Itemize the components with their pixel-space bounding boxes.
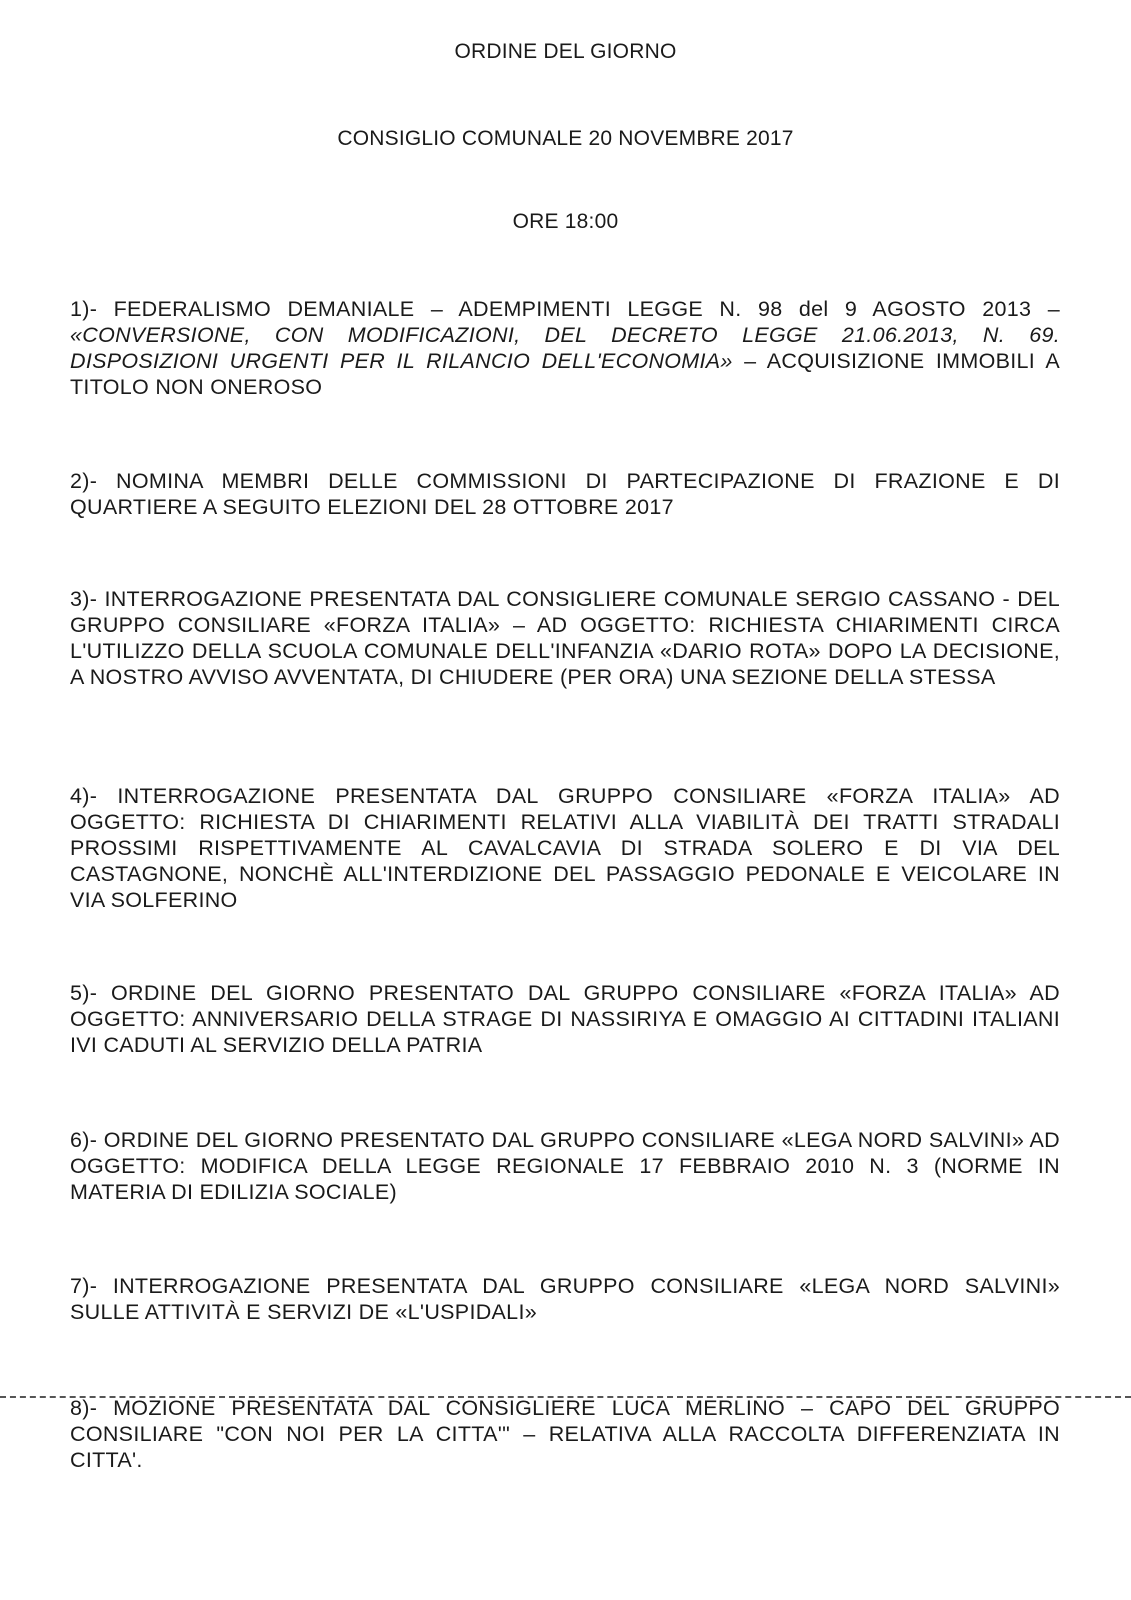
meeting-date: CONSIGLIO COMUNALE 20 NOVEMBRE 2017 bbox=[337, 127, 794, 150]
agenda-item-6: 6)- ORDINE DEL GIORNO PRESENTATO DAL GRUPPO CONSILIARE «LEGA NORD SALVINI» AD OGGETTO: MODIFICA DELLA LEGGE REGIONALE 17 FEBBRAIO 2010 N. 3 (NORME IN MATERIA DI EDILIZIA SOCIALE) bbox=[70, 1128, 1060, 1204]
agenda-item-2: 2)- NOMINA MEMBRI DELLE COMMISSIONI DI PARTECIPAZIONE DI FRAZIONE E DI QUARTIERE A SEGUITO ELEZIONI DEL 28 OTTOBRE 2017 bbox=[70, 469, 1060, 519]
agenda-item-7: 7)- INTERROGAZIONE PRESENTATA DAL GRUPPO CONSILIARE «LEGA NORD SALVINI» SULLE ATTIVITÀ E SERVIZI DE «L'USPIDALI» bbox=[70, 1274, 1060, 1324]
meeting-time: ORE 18:00 bbox=[512, 210, 619, 233]
agenda-item-1-suffix: – ACQUISIZIONE IMMOBILI A TITOLO NON ONEROSO bbox=[70, 349, 1061, 399]
agenda-item-3: 3)- INTERROGAZIONE PRESENTATA DAL CONSIGLIERE COMUNALE SERGIO CASSANO - DEL GRUPPO CONSILIARE «FORZA ITALIA» – AD OGGETTO: RICHIESTA CHIARIMENTI CIRCA L'UTILIZZO DELLA SCUOLA COMUNALE DELL'INFANZIA «DARIO ROTA» DOPO LA DECISIONE, A NOSTRO AVVISO AVVENTATA, DI CHIUDERE (PER ORA) UNA SEZIONE DELLA STESSA bbox=[70, 587, 1060, 689]
agenda-item-1-prefix: 1)- FEDERALISMO DEMANIALE – ADEMPIMENTI LEGGE N. 98 del 9 AGOSTO 2013 – bbox=[70, 297, 1060, 321]
agenda-item-8: 8)- MOZIONE PRESENTATA DAL CONSIGLIERE LUCA MERLINO – CAPO DEL GRUPPO CONSILIARE "CON NOI PER LA CITTA'" – RELATIVA ALLA RACCOLTA DIFFERENZIATA IN CITTA'. bbox=[70, 1396, 1060, 1472]
agenda-item-1 bbox=[70, 296, 1060, 400]
agenda-item-1-decree-title: «CONVERSIONE, CON MODIFICAZIONI, DEL DECRETO LEGGE 21.06.2013, N. 69. DISPOSIZIONI URGENTI PER IL RILANCIO DELL'ECONOMIA» bbox=[70, 323, 1060, 373]
agenda-item-5: 5)- ORDINE DEL GIORNO PRESENTATO DAL GRUPPO CONSILIARE «FORZA ITALIA» AD OGGETTO: ANNIVERSARIO DELLA STRAGE DI NASSIRIYA E OMAGGIO AI CITTADINI ITALIANI IVI CADUTI AL SERVIZIO DELLA PATRIA bbox=[70, 981, 1060, 1057]
agenda-item-4: 4)- INTERROGAZIONE PRESENTATA DAL GRUPPO CONSILIARE «FORZA ITALIA» AD OGGETTO: RICHIESTA DI CHIARIMENTI RELATIVI ALLA VIABILITÀ DEI TRATTI STRADALI PROSSIMI RISPETTIVAMENTE AL CAVALCAVIA DI STRADA SOLERO E DI VIA DEL CASTAGNONE, NONCHÈ ALL'INTERDIZIONE DEL PASSAGGIO PEDONALE E VEICOLARE IN VIA SOLFERINO bbox=[70, 784, 1060, 912]
document-title: ORDINE DEL GIORNO bbox=[454, 40, 677, 63]
